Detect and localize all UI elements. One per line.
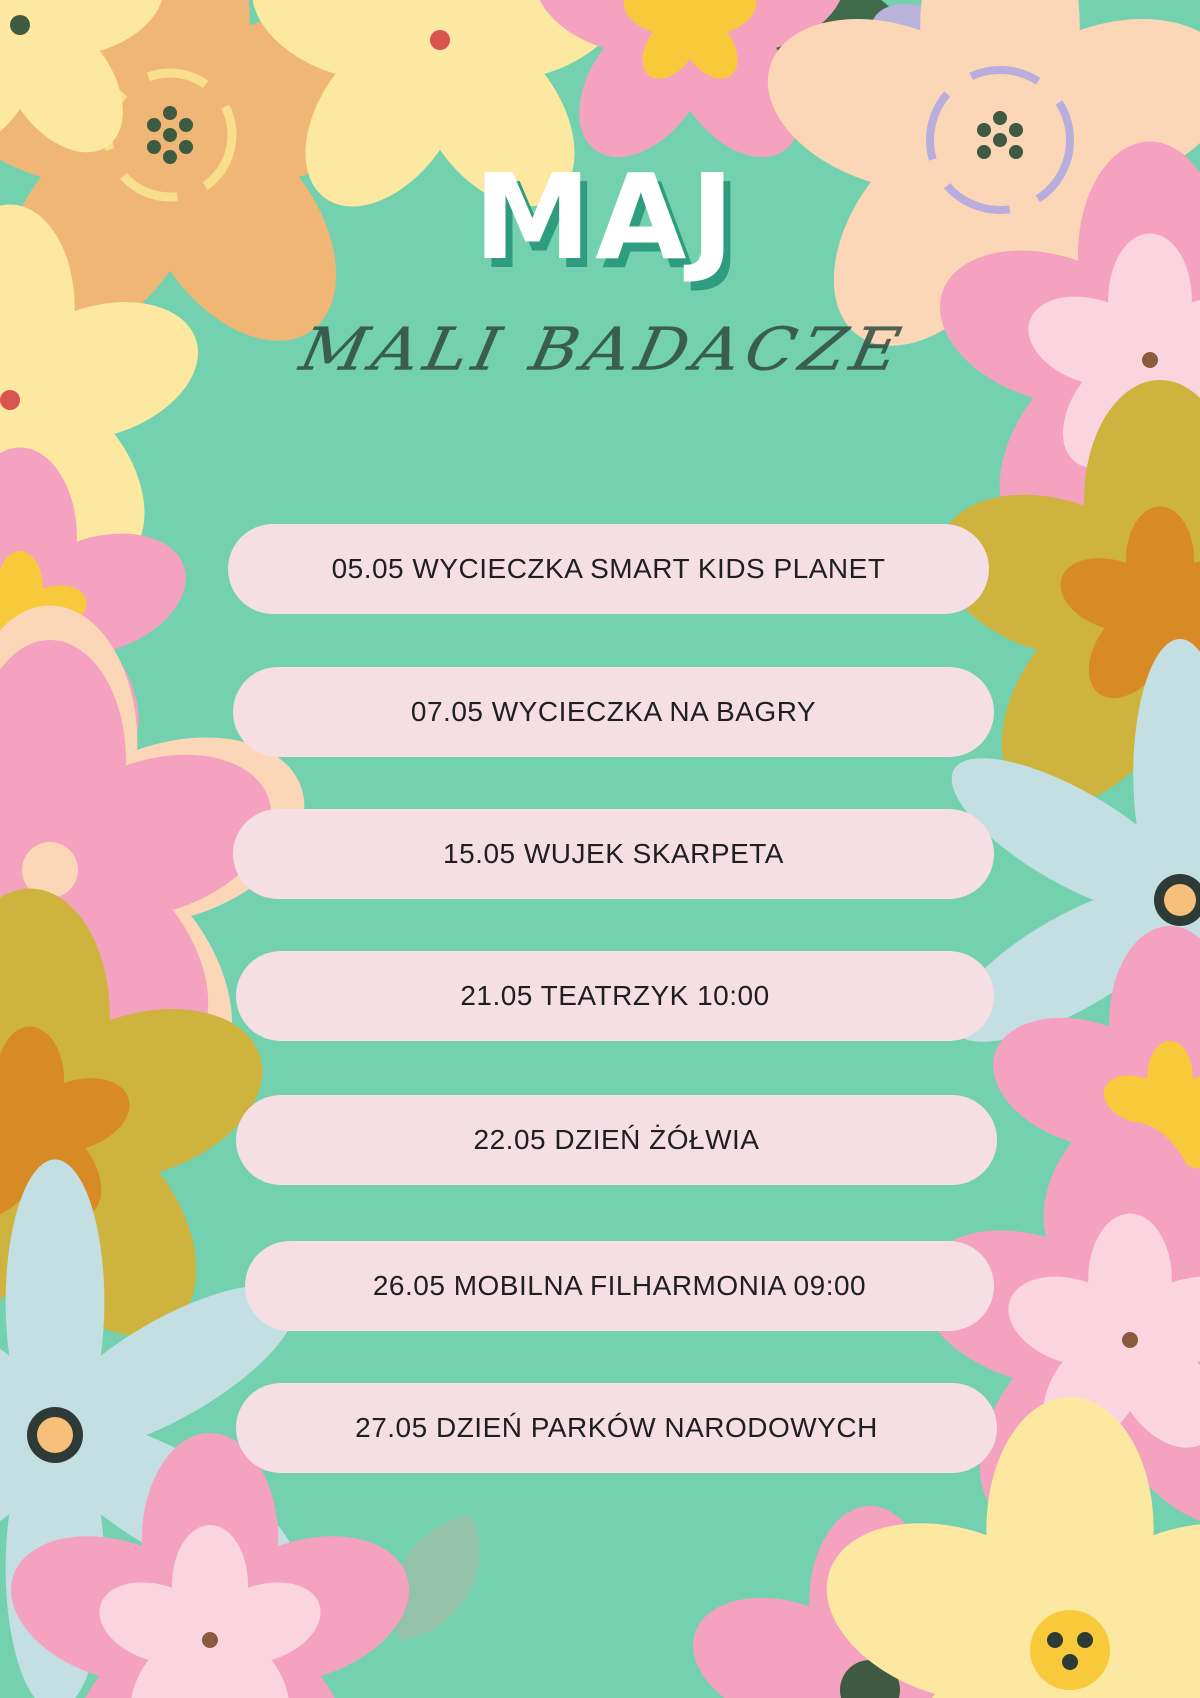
event-item: 15.05 WUJEK SKARPETA [233, 809, 994, 899]
event-item: 21.05 TEATRZYK 10:00 [236, 951, 994, 1041]
event-item: 27.05 DZIEŃ PARKÓW NARODOWYCH [236, 1383, 997, 1473]
event-item: 22.05 DZIEŃ ŻÓŁWIA [236, 1095, 997, 1185]
event-item: 05.05 WYCIECZKA SMART KIDS PLANET [228, 524, 989, 614]
page-title: MAJ [473, 148, 739, 286]
event-item: 26.05 MOBILNA FILHARMONIA 09:00 [245, 1241, 994, 1331]
page-subtitle: MALI BADACZE [294, 315, 912, 385]
event-item: 07.05 WYCIECZKA NA BAGRY [233, 667, 994, 757]
